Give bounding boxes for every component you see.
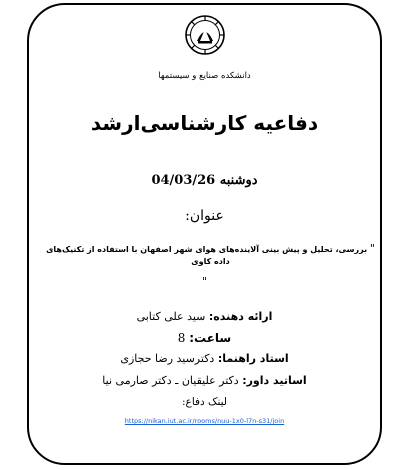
sharif-university-seal-icon xyxy=(185,15,225,55)
time-label: ساعت: xyxy=(189,331,232,345)
referees-value: دکتر علیقیان ـ دکتر صارمی نیا xyxy=(102,374,243,387)
advisor-row xyxy=(27,352,382,365)
page-title: دفاعیه کارشناسی‌ارشد xyxy=(90,111,319,135)
thesis-title-text: بررسی، تحلیل و پیش بینی آلاینده‌های هوای شهر اصفهان با استفاده از تکنیک‌های داده کاوی xyxy=(46,245,368,266)
advisor-label: استاد راهنما: xyxy=(217,352,289,365)
university-name: دانشکده صنایع و سیستمها xyxy=(158,71,251,81)
defense-date: دوشنبه 04/03/26 xyxy=(151,173,258,188)
time-value: 8 xyxy=(177,331,190,345)
thesis-title xyxy=(45,243,376,268)
open-quote: " xyxy=(369,242,375,255)
presenter-row xyxy=(27,310,382,323)
defense-link-label: لینک دفاع: xyxy=(182,396,227,408)
subject-label: عنوان: xyxy=(185,208,224,224)
close-quote: " xyxy=(201,275,208,288)
referees-label: اساتید داور: xyxy=(242,374,307,387)
advisor-value: دکترسید رضا حجازی xyxy=(120,352,218,365)
presenter-value: سید علی کتابی xyxy=(136,310,209,323)
referees-row xyxy=(27,374,382,387)
time-row xyxy=(27,331,382,345)
announcement xyxy=(27,3,382,465)
defense-link[interactable]: https://nikan.iut.ac.ir/rooms/nuu-1x0-l7n-s31/join xyxy=(124,417,285,425)
presenter-label: ارائه دهنده: xyxy=(208,310,273,323)
